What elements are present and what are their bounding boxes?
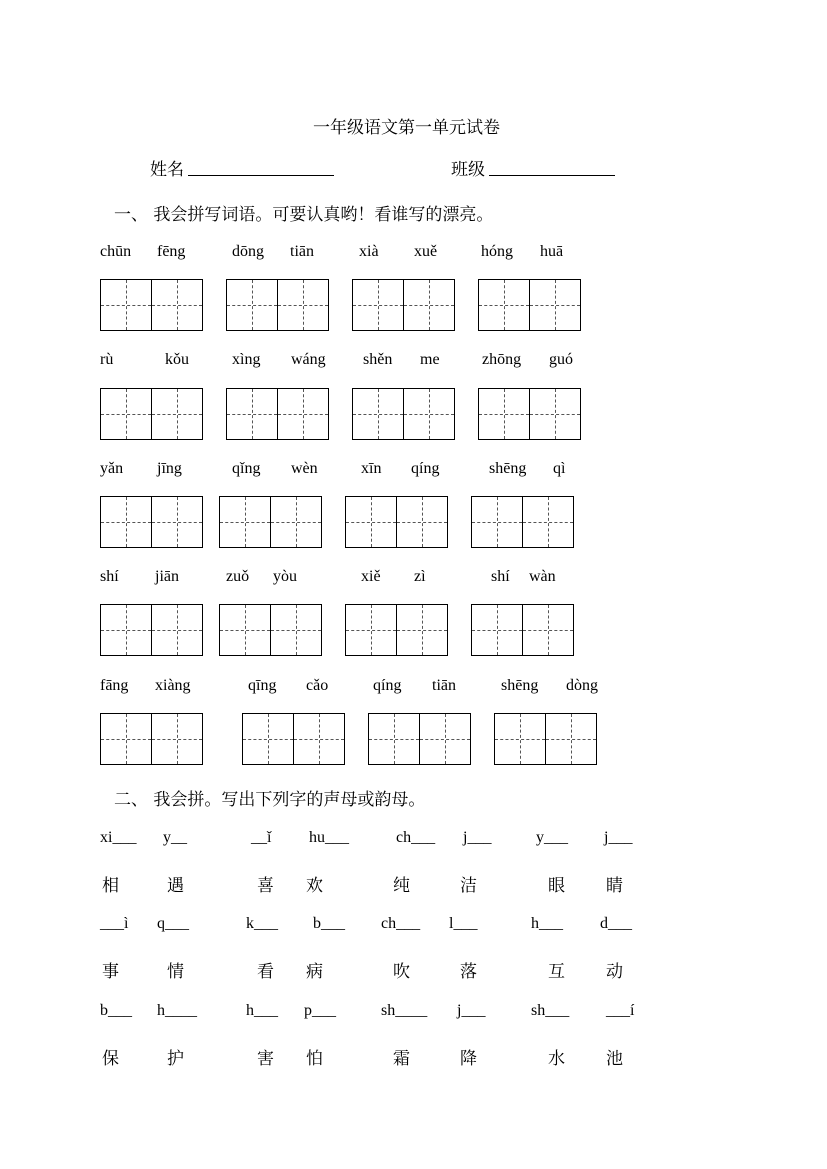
pinyin-blank[interactable]: sh___ [531,1002,570,1019]
pinyin-syllable: huā [540,243,564,260]
grid-guide-horizontal [346,522,396,523]
grid-guide-horizontal [220,630,270,631]
writing-grid-box[interactable] [100,604,152,656]
pinyin-blank[interactable]: xi___ [100,829,137,846]
grid-guide-horizontal [278,414,328,415]
name-field-line[interactable] [188,175,334,176]
grid-guide-horizontal [420,739,470,740]
writing-grid-box[interactable] [100,713,152,765]
pinyin-syllable: jīng [157,460,182,477]
pinyin-syllable: shēng [489,460,527,477]
pinyin-syllable: qì [553,460,566,477]
writing-grid-box[interactable] [471,604,523,656]
pinyin-syllable: jiān [155,568,179,585]
pinyin-blank[interactable]: ch___ [381,915,421,932]
writing-grid-box[interactable] [100,279,152,331]
writing-grid-box[interactable] [419,713,471,765]
pinyin-syllable: xiě [361,568,381,585]
pinyin-syllable: shí [100,568,119,585]
pinyin-syllable: guó [549,351,573,368]
writing-grid-box[interactable] [151,279,203,331]
grid-guide-horizontal [495,739,545,740]
grid-guide-horizontal [271,630,321,631]
pinyin-blank[interactable]: j___ [604,829,633,846]
writing-grid-box[interactable] [494,713,546,765]
grid-guide-horizontal [101,739,151,740]
pinyin-blank[interactable]: y___ [536,829,568,846]
pinyin-syllable: tiān [432,677,456,694]
grid-guide-horizontal [152,414,202,415]
writing-grid-box[interactable] [545,713,597,765]
pinyin-syllable: rù [100,351,114,368]
pinyin-syllable: qíng [373,677,402,694]
writing-grid-box[interactable] [151,496,203,548]
hanzi-character: 睛 [606,876,623,896]
grid-guide-horizontal [278,305,328,306]
pinyin-syllable: zuǒ [226,568,250,585]
pinyin-blank[interactable]: b___ [313,915,345,932]
writing-grid-box[interactable] [219,604,271,656]
grid-guide-horizontal [294,739,344,740]
grid-guide-horizontal [101,414,151,415]
grid-guide-horizontal [472,522,522,523]
hanzi-character: 看 [257,962,274,982]
grid-guide-horizontal [243,739,293,740]
hanzi-character: 霜 [393,1049,410,1069]
pinyin-syllable: yòu [273,568,297,585]
hanzi-character: 水 [548,1049,565,1069]
writing-grid-box[interactable] [151,604,203,656]
writing-grid-box[interactable] [270,496,322,548]
writing-grid-box[interactable] [396,496,448,548]
grid-guide-horizontal [101,305,151,306]
hanzi-character: 降 [460,1049,477,1069]
pinyin-syllable: qíng [411,460,440,477]
pinyin-syllable: cǎo [306,677,329,694]
writing-grid-box[interactable] [403,279,455,331]
pinyin-blank[interactable]: q___ [157,915,189,932]
writing-grid-box[interactable] [529,388,581,440]
pinyin-blank[interactable]: ch___ [396,829,436,846]
grid-guide-horizontal [369,739,419,740]
hanzi-character: 眼 [548,876,565,896]
pinyin-blank[interactable]: __ǐ [251,829,272,846]
pinyin-syllable: me [420,351,440,368]
pinyin-syllable: xìng [232,351,261,368]
grid-guide-horizontal [523,522,573,523]
pinyin-blank[interactable]: b___ [100,1002,132,1019]
hanzi-character: 怕 [306,1049,323,1069]
writing-grid-box[interactable] [277,279,329,331]
pinyin-blank[interactable]: ___í [606,1002,635,1019]
writing-grid-box[interactable] [352,388,404,440]
writing-grid-box[interactable] [396,604,448,656]
writing-grid-box[interactable] [352,279,404,331]
hanzi-character: 洁 [460,876,477,896]
writing-grid-box[interactable] [100,388,152,440]
hanzi-character: 动 [606,962,623,982]
pinyin-blank[interactable]: h___ [531,915,563,932]
grid-guide-horizontal [101,522,151,523]
pinyin-blank[interactable]: d___ [600,915,632,932]
pinyin-syllable: shí [491,568,510,585]
hanzi-character: 吹 [393,962,410,982]
hanzi-character: 情 [167,962,184,982]
pinyin-blank[interactable]: h____ [157,1002,197,1019]
pinyin-syllable: shěn [363,351,393,368]
pinyin-syllable: yǎn [100,460,124,477]
writing-grid-box[interactable] [151,388,203,440]
pinyin-syllable: qīng [248,677,277,694]
writing-grid-box[interactable] [293,713,345,765]
pinyin-syllable: qǐng [232,460,261,477]
hanzi-character: 喜 [257,876,274,896]
pinyin-blank[interactable]: y__ [163,829,187,846]
class-field-line[interactable] [489,175,615,176]
hanzi-character: 护 [167,1049,184,1069]
hanzi-character: 互 [548,962,565,982]
writing-grid-box[interactable] [226,279,278,331]
pinyin-syllable: shēng [501,677,539,694]
grid-guide-horizontal [530,305,580,306]
writing-grid-box[interactable] [242,713,294,765]
writing-grid-box[interactable] [345,604,397,656]
pinyin-blank[interactable]: h___ [246,1002,278,1019]
pinyin-blank[interactable]: p___ [304,1002,336,1019]
grid-guide-horizontal [479,414,529,415]
pinyin-syllable: zhōng [482,351,522,368]
pinyin-syllable: xiàng [155,677,191,694]
pinyin-syllable: dōng [232,243,264,260]
pinyin-syllable: xià [359,243,379,260]
writing-grid-box[interactable] [219,496,271,548]
grid-guide-horizontal [353,305,403,306]
pinyin-syllable: fēng [157,243,186,260]
grid-guide-horizontal [523,630,573,631]
grid-guide-horizontal [404,414,454,415]
pinyin-syllable: fāng [100,677,129,694]
pinyin-syllable: tiān [290,243,314,260]
writing-grid-box[interactable] [478,388,530,440]
grid-guide-horizontal [220,522,270,523]
grid-guide-horizontal [472,630,522,631]
grid-guide-horizontal [397,630,447,631]
hanzi-character: 害 [257,1049,274,1069]
pinyin-blank[interactable]: sh____ [381,1002,428,1019]
grid-guide-horizontal [479,305,529,306]
writing-grid-box[interactable] [151,713,203,765]
name-label: 姓名 [150,160,184,180]
grid-guide-horizontal [271,522,321,523]
section2-heading: 二、 我会拼。写出下列字的声母或韵母。 [114,790,426,810]
hanzi-character: 池 [606,1049,623,1069]
pinyin-syllable: zì [414,568,426,585]
pinyin-syllable: wáng [291,351,326,368]
grid-guide-horizontal [152,305,202,306]
writing-grid-box[interactable] [471,496,523,548]
grid-guide-horizontal [546,739,596,740]
class-label: 班级 [451,160,485,180]
grid-guide-horizontal [353,414,403,415]
pinyin-syllable: chūn [100,243,132,260]
pinyin-blank[interactable]: hu___ [309,829,349,846]
hanzi-character: 保 [102,1049,119,1069]
writing-grid-box[interactable] [345,496,397,548]
writing-grid-box[interactable] [277,388,329,440]
grid-guide-horizontal [404,305,454,306]
hanzi-character: 落 [460,962,477,982]
pinyin-blank[interactable]: j___ [463,829,492,846]
hanzi-character: 相 [102,876,119,896]
writing-grid-box[interactable] [478,279,530,331]
section1-heading: 一、 我会拼写词语。可要认真哟！看谁写的漂亮。 [114,205,494,225]
grid-guide-horizontal [530,414,580,415]
writing-grid-box[interactable] [226,388,278,440]
grid-guide-horizontal [346,630,396,631]
grid-guide-horizontal [101,630,151,631]
pinyin-syllable: hóng [481,243,513,260]
exam-title: 一年级语文第一单元试卷 [313,118,500,138]
grid-guide-horizontal [152,522,202,523]
writing-grid-box[interactable] [522,604,574,656]
grid-guide-horizontal [227,414,277,415]
pinyin-syllable: kǒu [165,351,189,368]
pinyin-syllable: xuě [414,243,438,260]
writing-grid-box[interactable] [270,604,322,656]
grid-guide-horizontal [152,739,202,740]
pinyin-blank[interactable]: l___ [449,915,478,932]
hanzi-character: 遇 [167,876,184,896]
writing-grid-box[interactable] [100,496,152,548]
pinyin-syllable: dòng [566,677,598,694]
hanzi-character: 欢 [306,876,323,896]
pinyin-blank[interactable]: j___ [457,1002,486,1019]
pinyin-blank[interactable]: k___ [246,915,278,932]
grid-guide-horizontal [227,305,277,306]
pinyin-blank[interactable]: ___ì [100,915,129,932]
pinyin-syllable: wàn [529,568,556,585]
writing-grid-box[interactable] [403,388,455,440]
pinyin-syllable: xīn [361,460,382,477]
writing-grid-box[interactable] [522,496,574,548]
pinyin-syllable: wèn [291,460,318,477]
hanzi-character: 病 [306,962,323,982]
grid-guide-horizontal [397,522,447,523]
grid-guide-horizontal [152,630,202,631]
hanzi-character: 纯 [393,876,410,896]
writing-grid-box[interactable] [368,713,420,765]
writing-grid-box[interactable] [529,279,581,331]
hanzi-character: 事 [102,962,119,982]
